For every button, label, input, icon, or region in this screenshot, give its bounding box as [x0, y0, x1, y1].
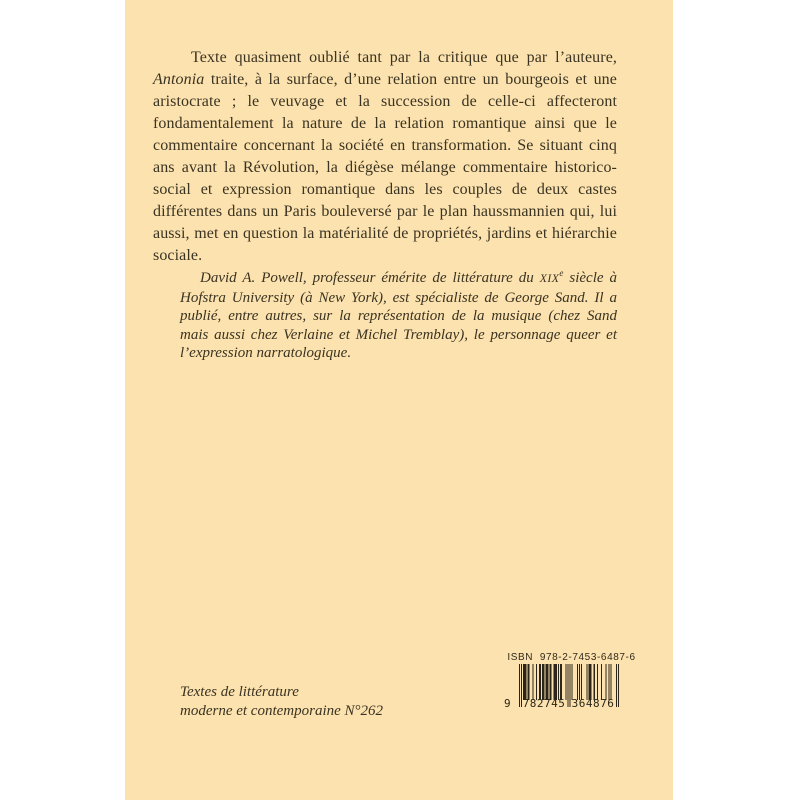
ean-digit-group-2: 364876	[571, 697, 615, 710]
synopsis-lead: Texte quasiment oublié tant par la critique que par l’auteure,	[191, 49, 617, 66]
synopsis-rest: traite, à la surface, d’une relation entre un bourgeois et une aristocrate ; le veuvage et la succession de celle-ci affecteront fondamentalement la nature de la relation romantique ainsi que le commentaire concernant la société en transformation. Se situant cinq ans avant la Révolution, la diégèse mélange commentaire historico-social et expression romantique dans les couples de deux castes différentes dans un Paris bouleversé par le plan haussmannien qui, lui aussi, met en question la matérialité de propriétés, jardins et hiérarchie sociale.	[153, 71, 617, 264]
collection-line-1: Textes de littérature	[180, 684, 299, 700]
book-title: Antonia	[153, 71, 205, 88]
ean-digit-group-1: 782745	[522, 697, 566, 710]
back-cover	[125, 0, 673, 800]
isbn-label: ISBN 978-2-7453-6487-6	[507, 652, 636, 663]
synopsis-paragraph	[153, 47, 617, 267]
bio-text-after-century: siècle à Hofstra University (à New York), est spécialiste de George Sand. Il a publié, entre autres, sur la représentation de la musique (chez Sand mais aussi chez Verlaine et Michel Tremblay), le personnage queer et l’expression narratologique.	[180, 270, 617, 361]
author-bio	[180, 269, 617, 363]
collection-line-2: moderne et contemporaine N°262	[180, 703, 384, 719]
collection-name	[180, 683, 383, 721]
barcode	[499, 652, 644, 716]
century-ordinal: e	[559, 268, 564, 278]
century-numeral: XIX	[539, 272, 560, 285]
ean-digit-lead: 9	[504, 697, 512, 710]
bio-text-before-century: David A. Powell, professeur émérite de littérature du	[200, 270, 540, 286]
